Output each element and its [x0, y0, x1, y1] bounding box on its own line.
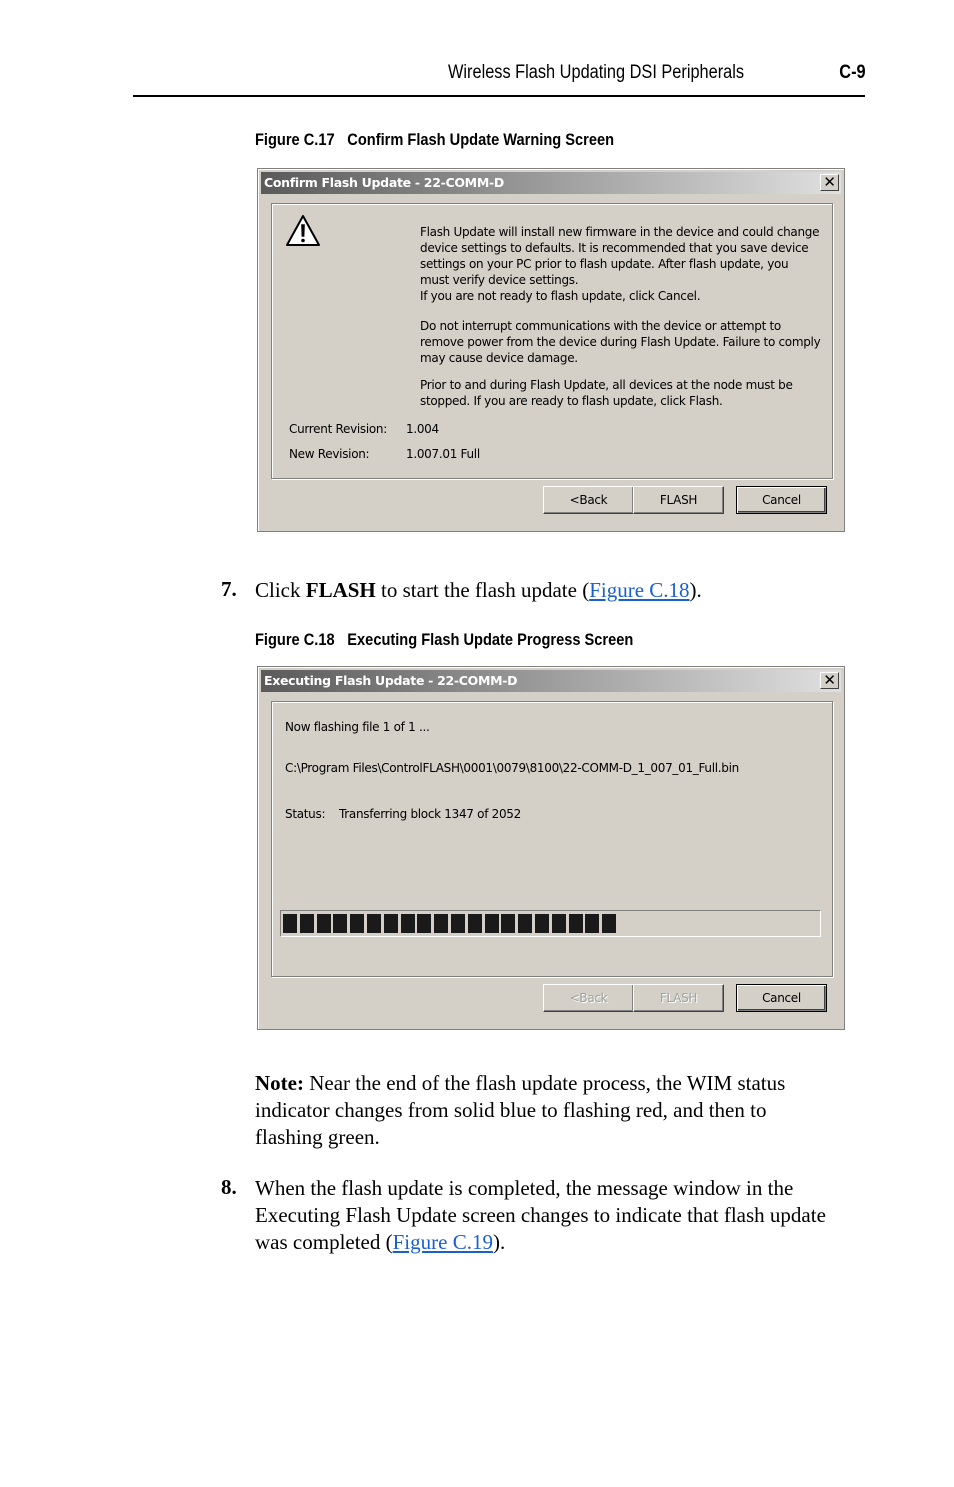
current-revision-label: Current Revision:: [289, 422, 387, 436]
figure-c19-link[interactable]: Figure C.19: [392, 1230, 493, 1254]
figure-18-title: Executing Flash Update Progress Screen: [347, 630, 634, 649]
note-line: indicator changes from solid blue to flashing red, and then to: [255, 1098, 767, 1122]
progress-block: [384, 914, 398, 933]
warning-paragraph-3: [420, 377, 830, 409]
figure-17-caption: [255, 130, 614, 150]
file-path-text: C:\Program Files\ControlFLASH\0001\0079\8100\22-COMM-D_1_007_01_Full.bin: [285, 761, 739, 775]
flash-button-disabled[interactable]: FLASH: [633, 984, 724, 1012]
back-button-disabled[interactable]: <Back: [543, 984, 634, 1012]
progress-block: [518, 914, 532, 933]
step-8-line3-after: ).: [492, 1230, 506, 1254]
progress-block: [367, 914, 381, 933]
step-8-line: Executing Flash Update screen changes to indicate that flash update: [255, 1203, 826, 1227]
step-8-text: [255, 1175, 865, 1256]
figure-18-caption: [255, 630, 633, 650]
back-button[interactable]: <Back: [543, 486, 634, 514]
progress-block: [585, 914, 599, 933]
running-header-title: Wireless Flash Updating DSI Peripherals: [448, 62, 745, 83]
para3-line: Prior to and during Flash Update, all devices at the node must be: [420, 378, 793, 392]
step-7-text-middle: to start the flash update (: [375, 578, 590, 602]
note-line: Near the end of the flash update process, the WIM status: [303, 1071, 786, 1095]
progress-block: [602, 914, 616, 933]
confirm-dialog-titlebar: [261, 172, 841, 194]
warning-paragraph-2: [420, 318, 830, 366]
progress-block: [451, 914, 465, 933]
status-label: Status:: [285, 807, 326, 821]
flash-button[interactable]: FLASH: [633, 486, 724, 514]
step-8-line3-before: was completed (: [255, 1230, 393, 1254]
progress-block: [485, 914, 499, 933]
warning-icon: [285, 214, 321, 248]
progress-block: [401, 914, 415, 933]
confirm-dialog-panel: [271, 203, 833, 479]
para3-line: stopped. If you are ready to flash update, click Flash.: [420, 394, 723, 408]
note-paragraph: [255, 1070, 855, 1151]
flashing-file-text: Now flashing file 1 of 1 ...: [285, 720, 430, 734]
para1-line: device settings to defaults. It is recommended that you save device: [420, 241, 809, 255]
step-7-text-before: Click: [255, 578, 306, 602]
executing-dialog-panel: [271, 701, 833, 977]
cancel-button[interactable]: Cancel: [736, 486, 827, 514]
para1-line: must verify device settings.: [420, 273, 579, 287]
note-line: flashing green.: [255, 1125, 380, 1149]
header-rule: [133, 95, 865, 97]
progress-fill: [283, 914, 818, 933]
figure-18-number: Figure C.18: [255, 630, 335, 649]
para2-line: may cause device damage.: [420, 351, 578, 365]
executing-flash-dialog: [257, 666, 845, 1030]
progress-block: [317, 914, 331, 933]
step-7-text: [255, 577, 702, 604]
progress-block: [552, 914, 566, 933]
step-7-bold: FLASH: [305, 578, 376, 602]
figure-17-number: Figure C.17: [255, 130, 335, 149]
warning-paragraph-1: [420, 224, 830, 304]
executing-dialog-title: Executing Flash Update - 22-COMM-D: [264, 673, 518, 688]
confirm-flash-dialog: [257, 168, 845, 532]
para1-line: Flash Update will install new firmware in the device and could change: [420, 225, 820, 239]
step-7-text-after: ).: [689, 578, 702, 602]
note-label: Note:: [255, 1071, 304, 1095]
executing-dialog-close-button[interactable]: ✕: [820, 672, 839, 689]
step-8-line: When the flash update is completed, the message window in the: [255, 1176, 794, 1200]
progress-block: [535, 914, 549, 933]
para2-line: Do not interrupt communications with the device or attempt to: [420, 319, 781, 333]
figure-17-title: Confirm Flash Update Warning Screen: [347, 130, 615, 149]
progress-block: [350, 914, 364, 933]
step-8-number: 8.: [221, 1175, 237, 1199]
page-number: C-9: [839, 62, 866, 83]
step-7-number: 7.: [221, 577, 237, 601]
executing-dialog-titlebar: [261, 670, 841, 692]
new-revision-label: New Revision:: [289, 447, 370, 461]
current-revision-value: 1.004: [406, 422, 439, 436]
progress-block: [501, 914, 515, 933]
para2-line: remove power from the device during Flash Update. Failure to comply: [420, 335, 821, 349]
status-value: Transferring block 1347 of 2052: [339, 807, 521, 821]
figure-c18-link[interactable]: Figure C.18: [589, 578, 690, 602]
flash-progress-bar: [280, 910, 821, 937]
progress-block: [569, 914, 583, 933]
cancel-button[interactable]: Cancel: [736, 984, 827, 1012]
new-revision-value: 1.007.01 Full: [406, 447, 480, 461]
confirm-dialog-close-button[interactable]: ✕: [820, 174, 839, 191]
progress-block: [434, 914, 448, 933]
progress-block: [468, 914, 482, 933]
confirm-dialog-title: Confirm Flash Update - 22-COMM-D: [264, 175, 504, 190]
para1-line: settings on your PC prior to flash update. After flash update, you: [420, 257, 789, 271]
progress-block: [283, 914, 297, 933]
progress-block: [417, 914, 431, 933]
para1-line: If you are not ready to flash update, click Cancel.: [420, 289, 701, 303]
progress-block: [300, 914, 314, 933]
progress-block: [333, 914, 347, 933]
